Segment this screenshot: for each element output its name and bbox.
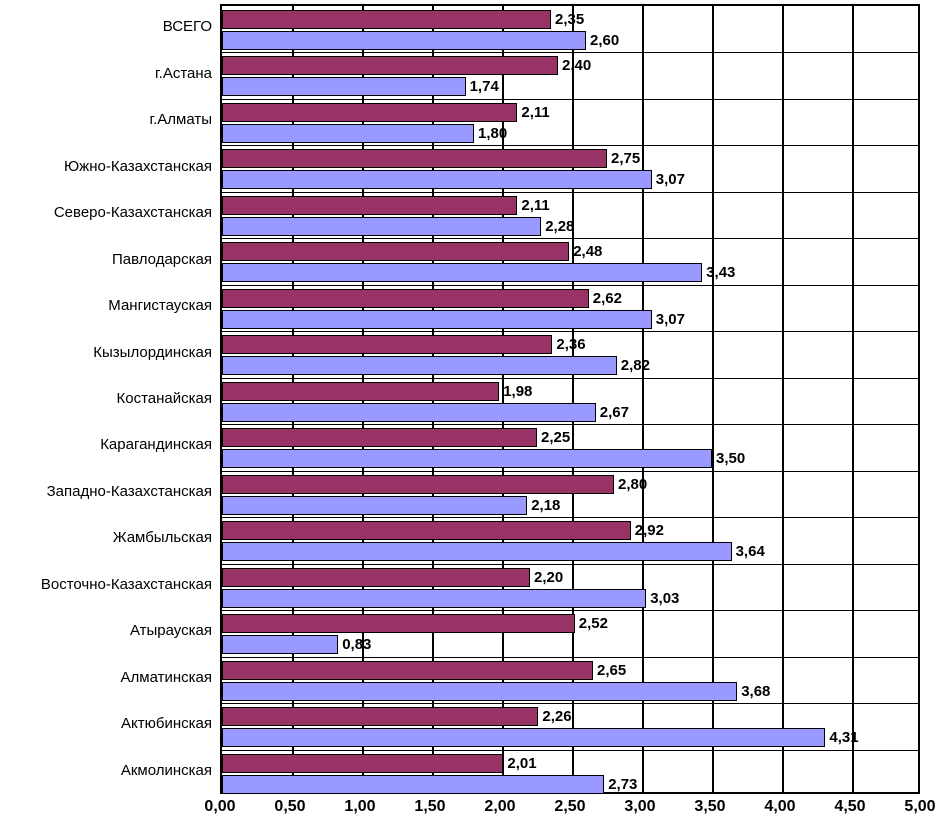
gridline — [712, 6, 714, 792]
bar-value-label: 2,35 — [555, 11, 585, 28]
bar — [222, 77, 466, 96]
category-label: Акмолинская — [120, 761, 212, 779]
bar-value-label: 2,25 — [541, 429, 571, 447]
category-separator — [222, 471, 918, 472]
bar — [222, 403, 596, 422]
category-label: Мангистауская — [108, 297, 212, 315]
bar — [222, 170, 652, 189]
x-axis-tick-label: 4,50 — [834, 798, 866, 815]
x-axis-tick-label: 0,00 — [204, 798, 236, 815]
category-separator — [222, 657, 918, 658]
bar — [222, 56, 558, 75]
bar-value-label: 3,64 — [735, 543, 765, 561]
category-label: ВСЕГО — [162, 18, 212, 36]
bar-value-label: 2,18 — [531, 496, 561, 514]
bar — [222, 661, 593, 680]
bar-value-label: 1,98 — [503, 382, 533, 400]
bar-value-label: 2,11 — [521, 103, 550, 121]
bar — [222, 310, 652, 329]
category-separator — [222, 52, 918, 53]
bar — [222, 496, 527, 515]
x-axis-tick-label: 2,50 — [554, 798, 586, 815]
bar — [222, 775, 604, 794]
bar-value-label: 2,82 — [620, 357, 650, 375]
gridline — [782, 6, 784, 792]
bar — [222, 728, 825, 747]
bar-value-label: 2,52 — [578, 615, 608, 633]
bar-value-label: 2,80 — [618, 475, 648, 493]
x-axis-tick-label: 1,00 — [344, 798, 376, 815]
bar-value-label: 2,67 — [599, 403, 629, 421]
bar — [222, 475, 614, 494]
bar — [222, 542, 732, 561]
category-separator — [222, 610, 918, 611]
bar-value-label: 2,65 — [597, 661, 627, 679]
category-label: Жамбыльская — [112, 529, 212, 547]
category-separator — [222, 517, 918, 518]
bar-value-label: 2,48 — [573, 243, 603, 261]
bar-value-label: 2,73 — [608, 775, 638, 793]
bar — [222, 428, 537, 447]
category-separator — [222, 378, 918, 379]
bar-value-label: 2,20 — [534, 568, 564, 586]
bar — [222, 31, 586, 50]
category-separator — [222, 750, 918, 751]
bar-value-label: 3,43 — [706, 264, 736, 282]
bar-value-label: 2,60 — [590, 32, 620, 49]
bar — [222, 149, 607, 168]
category-separator — [222, 285, 918, 286]
bar-value-label: 2,11 — [521, 196, 550, 214]
bar-value-label: 3,68 — [741, 682, 771, 700]
bar — [222, 382, 499, 401]
category-separator — [222, 564, 918, 565]
category-label: Павлодарская — [112, 250, 212, 268]
x-axis-tick-label: 3,00 — [624, 798, 656, 815]
bar-value-label: 1,80 — [478, 124, 508, 142]
bar — [222, 614, 575, 633]
gridline — [852, 6, 854, 792]
bar-value-label: 4,31 — [829, 729, 859, 747]
category-separator — [222, 99, 918, 100]
category-label: Алматинская — [120, 668, 212, 686]
bar-value-label: 3,07 — [655, 171, 685, 189]
bar-value-label: 2,01 — [507, 754, 537, 772]
category-separator — [222, 192, 918, 193]
bar — [222, 242, 569, 261]
bar — [222, 356, 617, 375]
bar-value-label: 0,83 — [342, 636, 372, 654]
x-axis-tick-label: 1,50 — [414, 798, 446, 815]
bar-value-label: 3,03 — [650, 589, 680, 607]
bar — [222, 635, 338, 654]
x-axis-tick-label: 5,00 — [904, 798, 936, 815]
bar-value-label: 3,07 — [655, 310, 685, 328]
bar — [222, 707, 538, 726]
bar-value-label: 2,75 — [611, 150, 641, 168]
plot-area — [220, 4, 920, 794]
bar — [222, 196, 517, 215]
category-label: Восточно-Казахстанская — [40, 575, 212, 593]
bar — [222, 754, 503, 773]
x-axis-tick-label: 2,00 — [484, 798, 516, 815]
category-label: Южно-Казахстанская — [64, 157, 212, 175]
bar — [222, 10, 551, 29]
bar — [222, 682, 737, 701]
bar — [222, 289, 589, 308]
x-axis-tick-label: 4,00 — [764, 798, 796, 815]
bar — [222, 449, 712, 468]
category-label: г.Астана — [155, 64, 212, 82]
category-separator — [222, 331, 918, 332]
bar — [222, 568, 530, 587]
bar-value-label: 2,36 — [556, 336, 586, 354]
x-axis-tick-label: 0,50 — [274, 798, 306, 815]
category-label: Западно-Казахстанская — [46, 482, 212, 500]
category-separator — [222, 145, 918, 146]
x-axis-tick-label: 3,50 — [694, 798, 726, 815]
bar-value-label: 2,26 — [542, 708, 572, 726]
gridline — [642, 6, 644, 792]
category-label: Актюбинская — [121, 715, 212, 733]
bar — [222, 124, 474, 143]
category-label: Кызылординская — [93, 343, 212, 361]
bar — [222, 263, 702, 282]
bar — [222, 521, 631, 540]
bar — [222, 217, 541, 236]
bar-value-label: 3,50 — [716, 450, 746, 468]
bar-value-label: 2,40 — [562, 57, 592, 75]
category-label: г.Алматы — [149, 111, 212, 129]
category-label: Костанайская — [116, 390, 212, 407]
category-separator — [222, 238, 918, 239]
bar — [222, 589, 646, 608]
category-label: Карагандинская — [100, 436, 212, 454]
category-label: Северо-Казахстанская — [53, 204, 212, 222]
category-separator — [222, 703, 918, 704]
bar-value-label: 2,62 — [592, 289, 622, 307]
bar — [222, 103, 517, 122]
category-separator — [222, 424, 918, 425]
bar — [222, 335, 552, 354]
category-label: Атырауская — [129, 622, 212, 640]
bar-value-label: 2,28 — [545, 217, 575, 235]
bar-value-label: 2,92 — [634, 522, 664, 540]
bar-value-label: 1,74 — [469, 78, 499, 96]
